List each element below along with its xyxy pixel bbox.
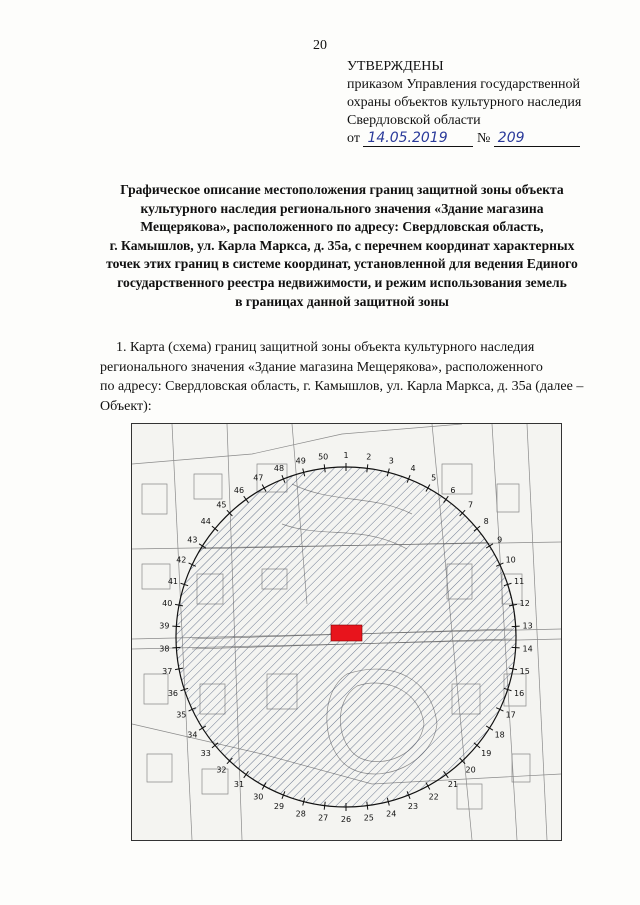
- boundary-point-tick: [512, 626, 520, 627]
- boundary-point-label: 50: [318, 452, 329, 462]
- boundary-point-label: 40: [162, 598, 173, 608]
- boundary-point-label: 17: [505, 710, 516, 720]
- boundary-point-tick: [512, 647, 520, 648]
- boundary-point-label: 49: [295, 456, 306, 466]
- boundary-point-label: 19: [481, 749, 492, 759]
- boundary-point-label: 33: [200, 749, 211, 759]
- building-block: [142, 484, 172, 782]
- approval-line-3: Свердловской области: [347, 113, 481, 128]
- title-line: Мещерякова», расположенного по адресу: Свердловская область,: [140, 219, 544, 235]
- title-line: г. Камышлов, ул. Карла Маркса, д. 35а, с перечнем координат характерных: [109, 237, 575, 253]
- paragraph-line: по адресу: Свердловская область, г. Камышлов, ул. Карла Маркса, д. 35а (далее –: [100, 379, 584, 394]
- boundary-point-label: 12: [519, 598, 530, 608]
- boundary-point-label: 28: [295, 809, 306, 819]
- boundary-point-label: 34: [187, 730, 198, 740]
- approval-line-1: приказом Управления государственной: [347, 77, 581, 92]
- approval-date-line: [347, 130, 637, 148]
- approval-date: 14.05.2019: [363, 131, 473, 147]
- paragraph-line: Объект):: [100, 398, 152, 414]
- page-number: 20: [313, 38, 327, 53]
- boundary-point-label: 15: [519, 667, 530, 677]
- boundary-point-label: 23: [407, 802, 419, 812]
- approval-line-2: охраны объектов культурного наследия: [347, 95, 582, 110]
- title-line: Графическое описание местоположения границ защитной зоны объекта: [120, 182, 564, 197]
- boundary-point-label: 24: [386, 809, 397, 819]
- title-line: в границах данной защитной зоны: [235, 293, 449, 309]
- boundary-point-label: 3: [388, 456, 394, 466]
- boundary-point-label: 5: [431, 473, 437, 483]
- boundary-point-label: 7: [468, 500, 474, 510]
- boundary-point-label: 37: [162, 667, 173, 677]
- boundary-point-label: 1: [343, 451, 349, 460]
- boundary-point-label: 38: [159, 644, 170, 654]
- boundary-point-label: 29: [273, 802, 285, 812]
- boundary-point-label: 27: [318, 813, 329, 823]
- boundary-point-label: 16: [513, 689, 525, 699]
- boundary-point-label: 10: [505, 555, 516, 565]
- boundary-point-label: 47: [253, 473, 264, 483]
- approval-stamp: [347, 58, 637, 148]
- title-line: государственного реестра недвижимости, и режим использования земель: [117, 274, 567, 290]
- paragraph-line: 1. Карта (схема) границ защитной зоны объекта культурного наследия: [116, 340, 535, 355]
- protection-zone-map: [131, 423, 562, 841]
- boundary-point-label: 4: [410, 463, 416, 473]
- boundary-point-label: 45: [216, 500, 227, 510]
- boundary-point-label: 30: [253, 792, 264, 802]
- boundary-point-label: 20: [465, 765, 476, 775]
- boundary-point-label: 13: [522, 621, 533, 631]
- cultural-object: [331, 625, 362, 641]
- boundary-point-label: 14: [522, 644, 533, 654]
- boundary-point-label: 48: [273, 463, 285, 473]
- title-line: культурного наследия регионального значения «Здание магазина: [140, 200, 544, 216]
- boundary-point-label: 18: [494, 730, 505, 740]
- boundary-point-label: 2: [366, 452, 372, 462]
- boundary-point-label: 44: [200, 516, 211, 526]
- date-prefix: от: [347, 131, 360, 146]
- boundary-point-label: 11: [513, 576, 525, 586]
- boundary-point-label: 36: [167, 689, 179, 699]
- boundary-point-label: 35: [176, 710, 187, 720]
- boundary-point-label: 9: [497, 535, 503, 545]
- boundary-point-label: 6: [450, 485, 456, 495]
- boundary-point-label: 8: [483, 516, 489, 526]
- boundary-point-tick: [172, 626, 180, 627]
- boundary-point-label: 41: [167, 576, 179, 586]
- boundary-point-label: 25: [363, 813, 374, 823]
- boundary-point-tick: [172, 647, 180, 648]
- boundary-point-label: 26: [340, 815, 352, 824]
- number-prefix: №: [476, 131, 491, 146]
- boundary-point-label: 22: [428, 792, 439, 802]
- boundary-point-label: 46: [233, 485, 245, 495]
- document-title: [72, 181, 612, 311]
- boundary-point-label: 42: [176, 555, 187, 565]
- paragraph-line: регионального значения «Здание магазина Мещерякова», расположенного: [100, 359, 543, 375]
- map-svg: [132, 424, 561, 840]
- boundary-point-label: 43: [187, 535, 198, 545]
- approval-number: 209: [494, 131, 580, 147]
- boundary-point-label: 31: [233, 780, 245, 790]
- boundary-point-label: 32: [216, 765, 227, 775]
- boundary-point-label: 21: [447, 780, 459, 790]
- boundary-point-label: 39: [159, 621, 170, 631]
- section-1-paragraph: [100, 338, 614, 416]
- title-line: точек этих границ в системе координат, установленной для ведения Единого: [106, 256, 578, 272]
- approval-heading: УТВЕРЖДЕНЫ: [347, 59, 444, 74]
